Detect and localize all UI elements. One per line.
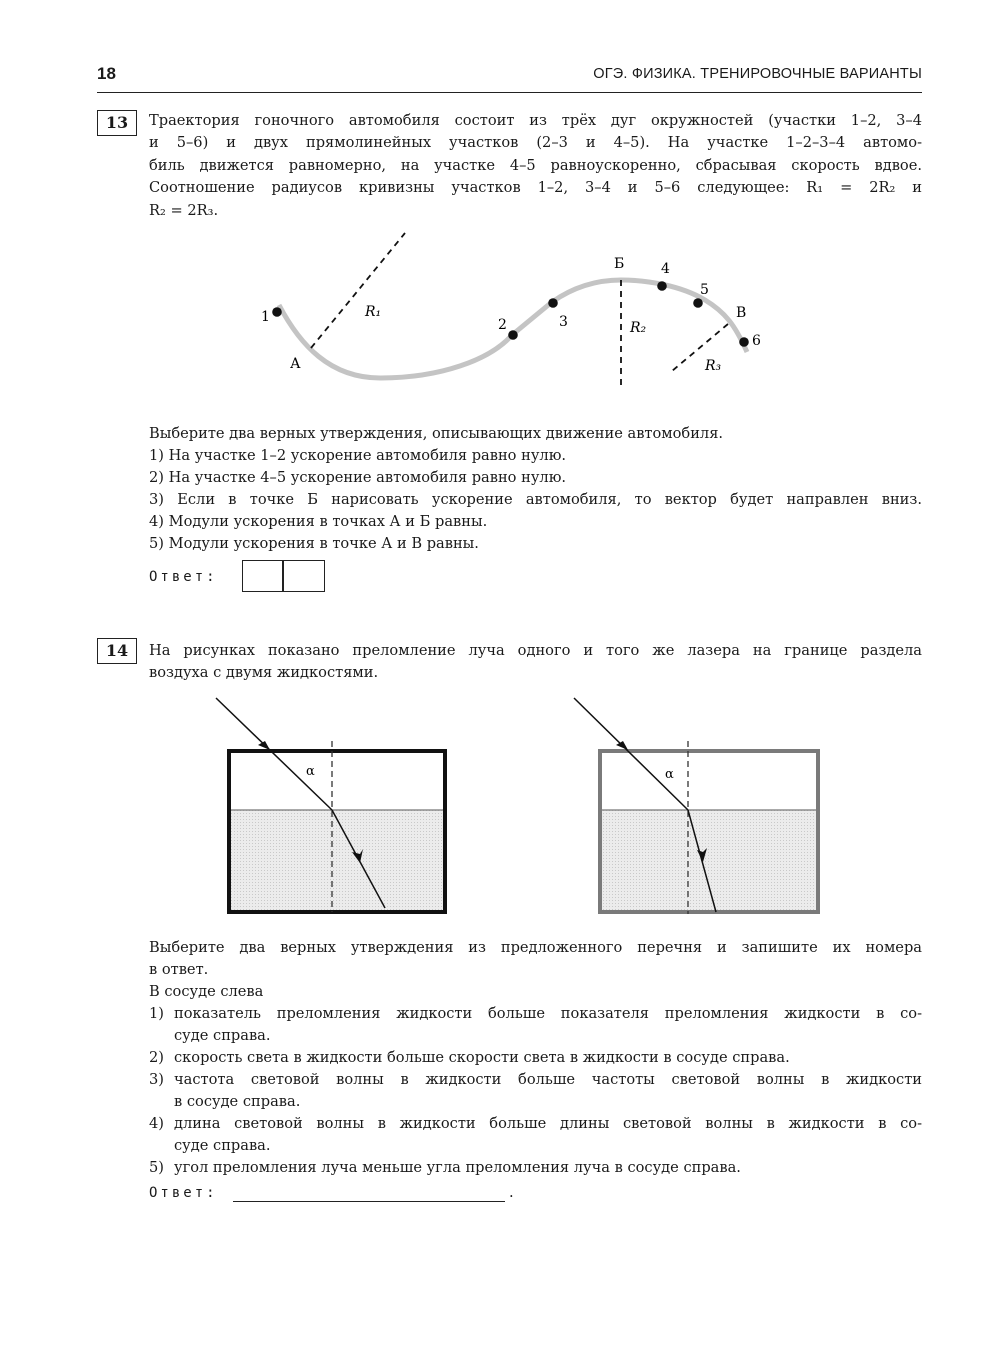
option-text: показатель преломления жидкости больше показателя преломления жидкости в со- bbox=[174, 1005, 922, 1022]
statement-line: воздуха с двумя жидкостями. bbox=[149, 664, 379, 682]
prompt-line: Выберите два верных утверждения из предложенного перечня и запишите их номера bbox=[149, 939, 922, 956]
label-point-3: 3 bbox=[559, 314, 568, 330]
label-point-4: 4 bbox=[661, 261, 670, 277]
option-number: 4) bbox=[149, 513, 164, 530]
label-r1: R₁ bbox=[365, 304, 382, 320]
angle-alpha-left: α bbox=[306, 764, 315, 779]
option-text: Модули ускорения в точках А и Б равны. bbox=[168, 513, 488, 530]
option-number: 4) bbox=[149, 1115, 164, 1132]
option-text: На участке 1–2 ускорение автомобиля равно нулю. bbox=[168, 447, 567, 464]
option-text: суде справа. bbox=[174, 1027, 271, 1045]
label-point-b: Б bbox=[614, 256, 625, 272]
task-14-answer-field[interactable] bbox=[233, 1183, 505, 1202]
arrow-icon bbox=[616, 741, 628, 750]
prompt-line: в ответ. bbox=[149, 961, 209, 979]
option-text: длина световой волны в жидкости больше длины световой волны в жидкости в со- bbox=[174, 1115, 922, 1132]
label-point-v: В bbox=[736, 305, 747, 321]
statement-line: На рисунках показано преломление луча одного и того же лазера на границе раздела bbox=[149, 642, 922, 659]
task-13-prompt: Выберите два верных утверждения, описывающих движение автомобиля. bbox=[149, 425, 724, 442]
option-text: суде справа. bbox=[174, 1137, 271, 1155]
option-number: 3) bbox=[149, 491, 164, 508]
task-13-answer-label: Ответ: bbox=[149, 569, 218, 585]
option-number: 5) bbox=[149, 1159, 164, 1176]
option-text: в сосуде справа. bbox=[174, 1093, 301, 1111]
option-number: 2) bbox=[149, 469, 164, 486]
task-14-answer-label: Ответ: bbox=[149, 1185, 218, 1201]
statement-line: Соотношение радиусов кривизны участков 1–2, 3–4 и 5–6 следующее: R₁ = 2R₂ и bbox=[149, 179, 922, 197]
label-point-5: 5 bbox=[700, 282, 709, 298]
statement-line: и 5–6) и двух прямолинейных участков (2–3 и 4–5). На участке 1–2–3–4 автомо- bbox=[149, 134, 922, 152]
statement-line: Траектория гоночного автомобиля состоит из трёх дуг окружностей (участки 1–2, 3–4 bbox=[149, 112, 922, 129]
label-r2: R₂ bbox=[630, 320, 647, 336]
option-text: угол преломления луча меньше угла преломления луча в сосуде справа. bbox=[174, 1159, 741, 1176]
label-point-6: 6 bbox=[752, 333, 761, 349]
label-point-a: А bbox=[290, 356, 301, 372]
incident-ray-right bbox=[574, 698, 688, 810]
option-number: 2) bbox=[149, 1049, 164, 1066]
angle-alpha-right: α bbox=[665, 767, 674, 782]
label-r3: R₃ bbox=[705, 358, 722, 374]
option-text: На участке 4–5 ускорение автомобиля равно нулю. bbox=[168, 469, 567, 486]
task-14-number: 14 bbox=[97, 638, 137, 664]
right-vessel bbox=[574, 698, 818, 914]
statement-line: R₂ = 2R₃. bbox=[149, 201, 219, 219]
running-title: ОГЭ. ФИЗИКА. ТРЕНИРОВОЧНЫЕ ВАРИАНТЫ bbox=[593, 66, 922, 82]
task-14-prompt bbox=[149, 937, 922, 982]
option-text: частота световой волны в жидкости больше частоты световой волны в жидкости bbox=[174, 1071, 922, 1088]
task-14-subprompt: В сосуде слева bbox=[149, 983, 264, 1000]
option-number: 3) bbox=[149, 1071, 164, 1088]
task-14-answer-period: . bbox=[509, 1184, 514, 1201]
option-text: Если в точке Б нарисовать ускорение автомобиля, то вектор будет направлен вниз. bbox=[177, 491, 923, 508]
statement-line: биль движется равномерно, на участке 4–5 равноускоренно, сбрасывая скорость вдвое. bbox=[149, 156, 922, 174]
option-number: 1) bbox=[149, 447, 164, 464]
option-number: 1) bbox=[149, 1005, 164, 1022]
incident-ray-left bbox=[216, 698, 332, 810]
left-vessel bbox=[216, 698, 445, 912]
task-13-number: 13 bbox=[97, 110, 137, 136]
option-text: Модули ускорения в точке А и В равны. bbox=[168, 535, 479, 552]
arrow-icon bbox=[258, 741, 270, 750]
option-text: скорость света в жидкости больше скорости света в жидкости в сосуде справа. bbox=[174, 1049, 790, 1066]
option-number: 5) bbox=[149, 535, 164, 552]
page-number: 18 bbox=[97, 64, 116, 83]
label-point-1: 1 bbox=[261, 309, 270, 325]
label-point-2: 2 bbox=[498, 317, 507, 333]
